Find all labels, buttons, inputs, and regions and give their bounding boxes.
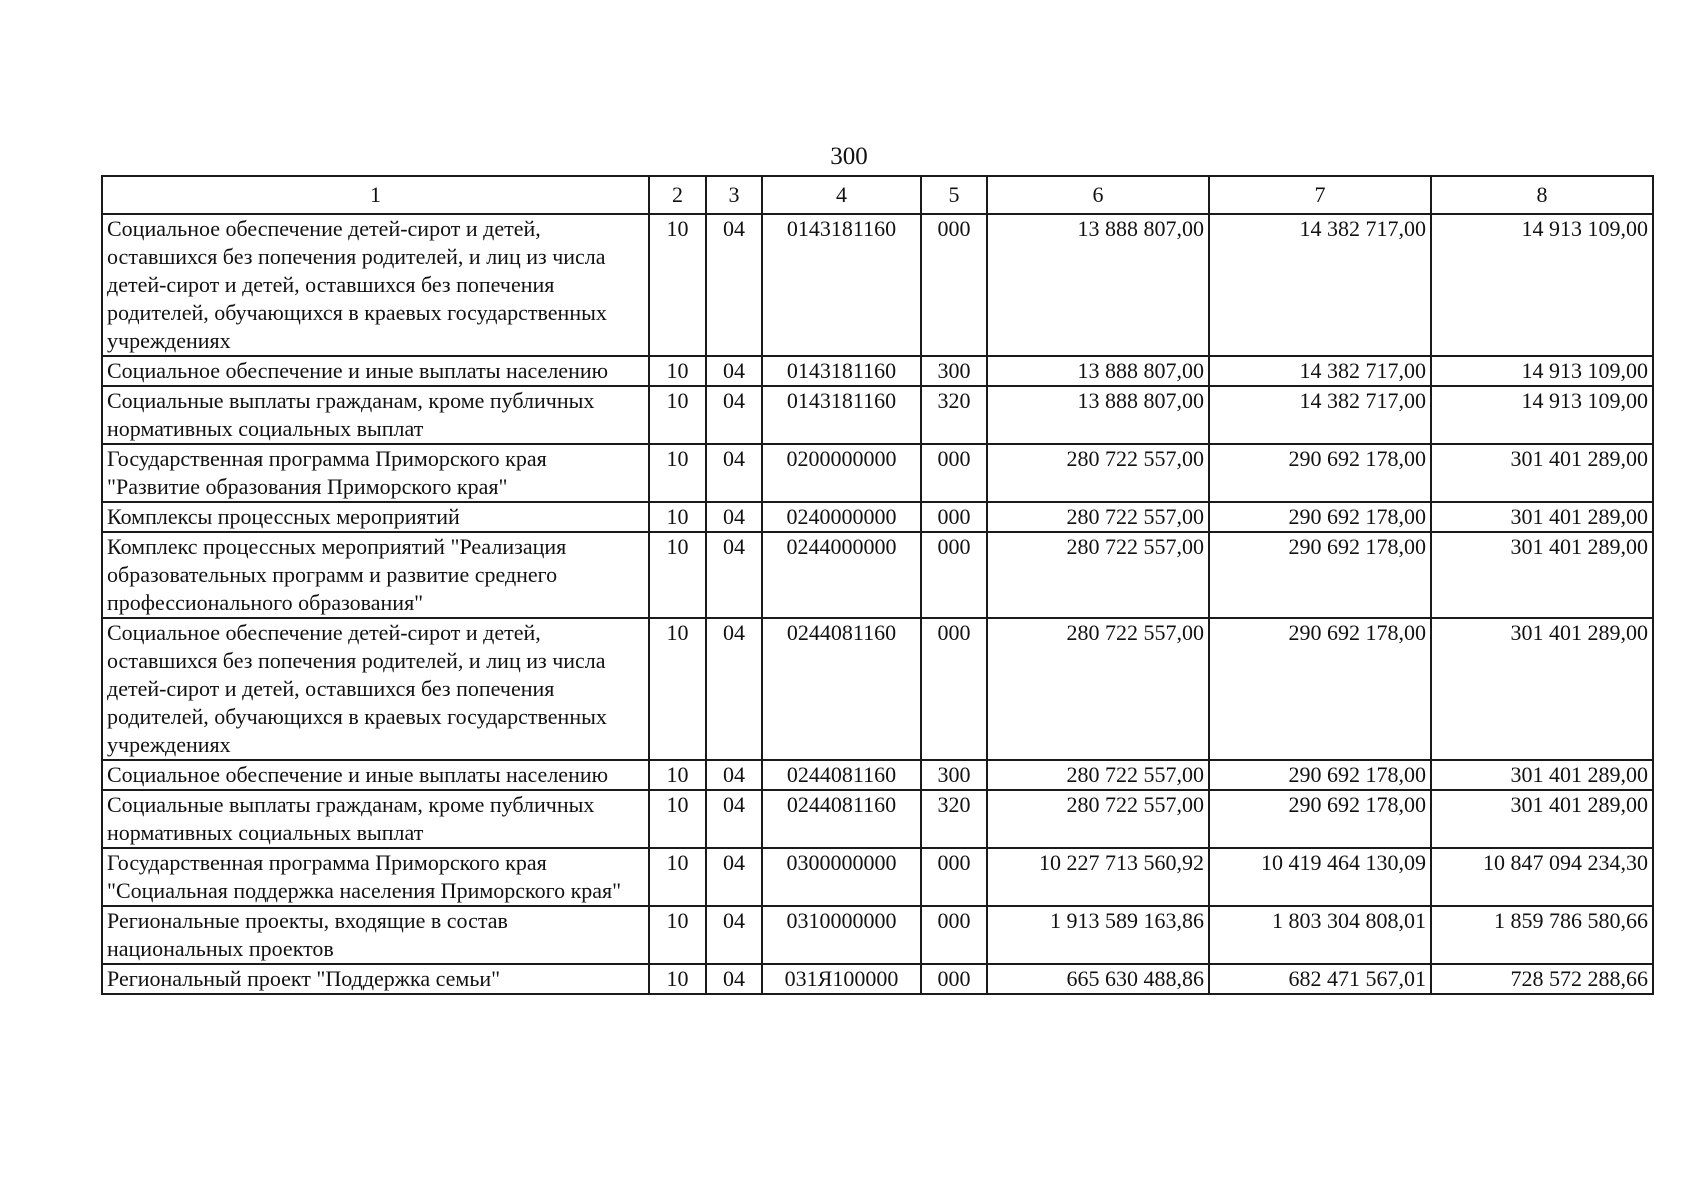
expense-type-code: 300 (921, 356, 987, 386)
amount-col-6: 280 722 557,00 (987, 618, 1209, 760)
section-code: 10 (649, 848, 706, 906)
amount-col-8: 301 401 289,00 (1431, 532, 1653, 618)
target-article-code: 0310000000 (762, 906, 921, 964)
section-code: 10 (649, 618, 706, 760)
amount-col-7: 290 692 178,00 (1209, 444, 1431, 502)
amount-col-7: 290 692 178,00 (1209, 502, 1431, 532)
row-name: Региональный проект "Поддержка семьи" (102, 964, 649, 994)
expense-type-code: 000 (921, 502, 987, 532)
subsection-code: 04 (706, 386, 762, 444)
section-code: 10 (649, 964, 706, 994)
target-article-code: 0244081160 (762, 618, 921, 760)
subsection-code: 04 (706, 532, 762, 618)
row-name: Региональные проекты, входящие в состав национальных проектов (102, 906, 649, 964)
amount-col-7: 1 803 304 808,01 (1209, 906, 1431, 964)
target-article-code: 0300000000 (762, 848, 921, 906)
amount-col-8: 14 913 109,00 (1431, 214, 1653, 356)
column-header-4: 4 (762, 176, 921, 214)
target-article-code: 031Я100000 (762, 964, 921, 994)
row-name: Социальное обеспечение и иные выплаты населению (102, 356, 649, 386)
target-article-code: 0143181160 (762, 356, 921, 386)
expense-type-code: 000 (921, 906, 987, 964)
subsection-code: 04 (706, 618, 762, 760)
amount-col-6: 280 722 557,00 (987, 760, 1209, 790)
amount-col-6: 13 888 807,00 (987, 214, 1209, 356)
row-name: Социальное обеспечение и иные выплаты населению (102, 760, 649, 790)
budget-table (101, 175, 1654, 995)
subsection-code: 04 (706, 356, 762, 386)
amount-col-8: 301 401 289,00 (1431, 790, 1653, 848)
header-row (102, 176, 1653, 214)
subsection-code: 04 (706, 502, 762, 532)
table-row (102, 760, 1653, 790)
target-article-code: 0200000000 (762, 444, 921, 502)
row-name: Комплексы процессных мероприятий (102, 502, 649, 532)
row-name: Комплекс процессных мероприятий "Реализация образовательных программ и развитие среднего профессионального образования" (102, 532, 649, 618)
amount-col-6: 280 722 557,00 (987, 532, 1209, 618)
table-row (102, 532, 1653, 618)
section-code: 10 (649, 214, 706, 356)
section-code: 10 (649, 760, 706, 790)
section-code: 10 (649, 444, 706, 502)
table-row (102, 444, 1653, 502)
column-header-8: 8 (1431, 176, 1653, 214)
table-row (102, 964, 1653, 994)
amount-col-7: 290 692 178,00 (1209, 618, 1431, 760)
target-article-code: 0143181160 (762, 386, 921, 444)
column-header-6: 6 (987, 176, 1209, 214)
amount-col-6: 1 913 589 163,86 (987, 906, 1209, 964)
amount-col-8: 301 401 289,00 (1431, 760, 1653, 790)
amount-col-7: 14 382 717,00 (1209, 386, 1431, 444)
amount-col-7: 10 419 464 130,09 (1209, 848, 1431, 906)
amount-col-7: 14 382 717,00 (1209, 214, 1431, 356)
target-article-code: 0244081160 (762, 790, 921, 848)
target-article-code: 0240000000 (762, 502, 921, 532)
target-article-code: 0244000000 (762, 532, 921, 618)
row-name: Социальные выплаты гражданам, кроме публичных нормативных социальных выплат (102, 790, 649, 848)
amount-col-6: 13 888 807,00 (987, 386, 1209, 444)
row-name: Социальные выплаты гражданам, кроме публичных нормативных социальных выплат (102, 386, 649, 444)
section-code: 10 (649, 356, 706, 386)
table-body (102, 214, 1653, 994)
amount-col-6: 13 888 807,00 (987, 356, 1209, 386)
amount-col-8: 301 401 289,00 (1431, 502, 1653, 532)
subsection-code: 04 (706, 964, 762, 994)
amount-col-7: 682 471 567,01 (1209, 964, 1431, 994)
expense-type-code: 000 (921, 964, 987, 994)
amount-col-8: 1 859 786 580,66 (1431, 906, 1653, 964)
table-row (102, 906, 1653, 964)
section-code: 10 (649, 906, 706, 964)
expense-type-code: 000 (921, 532, 987, 618)
expense-type-code: 000 (921, 214, 987, 356)
amount-col-7: 290 692 178,00 (1209, 760, 1431, 790)
amount-col-8: 10 847 094 234,30 (1431, 848, 1653, 906)
section-code: 10 (649, 790, 706, 848)
expense-type-code: 000 (921, 444, 987, 502)
column-header-7: 7 (1209, 176, 1431, 214)
amount-col-6: 280 722 557,00 (987, 444, 1209, 502)
section-code: 10 (649, 386, 706, 444)
section-code: 10 (649, 532, 706, 618)
amount-col-8: 14 913 109,00 (1431, 356, 1653, 386)
row-name: Социальное обеспечение детей-сирот и детей, оставшихся без попечения родителей, и лиц из числа детей-сирот и детей, оставшихся без попечения родителей, обучающихся в краевых государственных учреждениях (102, 214, 649, 356)
table-row (102, 386, 1653, 444)
amount-col-7: 290 692 178,00 (1209, 790, 1431, 848)
table-row (102, 618, 1653, 760)
amount-col-7: 290 692 178,00 (1209, 532, 1431, 618)
row-name: Государственная программа Приморского края "Социальная поддержка населения Приморского края" (102, 848, 649, 906)
expense-type-code: 300 (921, 760, 987, 790)
target-article-code: 0143181160 (762, 214, 921, 356)
subsection-code: 04 (706, 906, 762, 964)
section-code: 10 (649, 502, 706, 532)
page-number: 300 (830, 143, 868, 170)
amount-col-8: 301 401 289,00 (1431, 444, 1653, 502)
amount-col-7: 14 382 717,00 (1209, 356, 1431, 386)
subsection-code: 04 (706, 444, 762, 502)
amount-col-6: 665 630 488,86 (987, 964, 1209, 994)
table-row (102, 356, 1653, 386)
amount-col-8: 728 572 288,66 (1431, 964, 1653, 994)
subsection-code: 04 (706, 848, 762, 906)
table-row (102, 502, 1653, 532)
column-header-3: 3 (706, 176, 762, 214)
amount-col-6: 280 722 557,00 (987, 790, 1209, 848)
table-row (102, 790, 1653, 848)
subsection-code: 04 (706, 790, 762, 848)
column-header-5: 5 (921, 176, 987, 214)
table-header (102, 176, 1653, 214)
amount-col-8: 301 401 289,00 (1431, 618, 1653, 760)
expense-type-code: 000 (921, 848, 987, 906)
amount-col-8: 14 913 109,00 (1431, 386, 1653, 444)
table-row (102, 848, 1653, 906)
row-name: Государственная программа Приморского края "Развитие образования Приморского края" (102, 444, 649, 502)
row-name: Социальное обеспечение детей-сирот и детей, оставшихся без попечения родителей, и лиц из числа детей-сирот и детей, оставшихся без попечения родителей, обучающихся в краевых государственных учреждениях (102, 618, 649, 760)
subsection-code: 04 (706, 760, 762, 790)
table-row (102, 214, 1653, 356)
expense-type-code: 000 (921, 618, 987, 760)
expense-type-code: 320 (921, 790, 987, 848)
column-header-2: 2 (649, 176, 706, 214)
target-article-code: 0244081160 (762, 760, 921, 790)
column-header-1: 1 (102, 176, 649, 214)
subsection-code: 04 (706, 214, 762, 356)
amount-col-6: 280 722 557,00 (987, 502, 1209, 532)
amount-col-6: 10 227 713 560,92 (987, 848, 1209, 906)
expense-type-code: 320 (921, 386, 987, 444)
